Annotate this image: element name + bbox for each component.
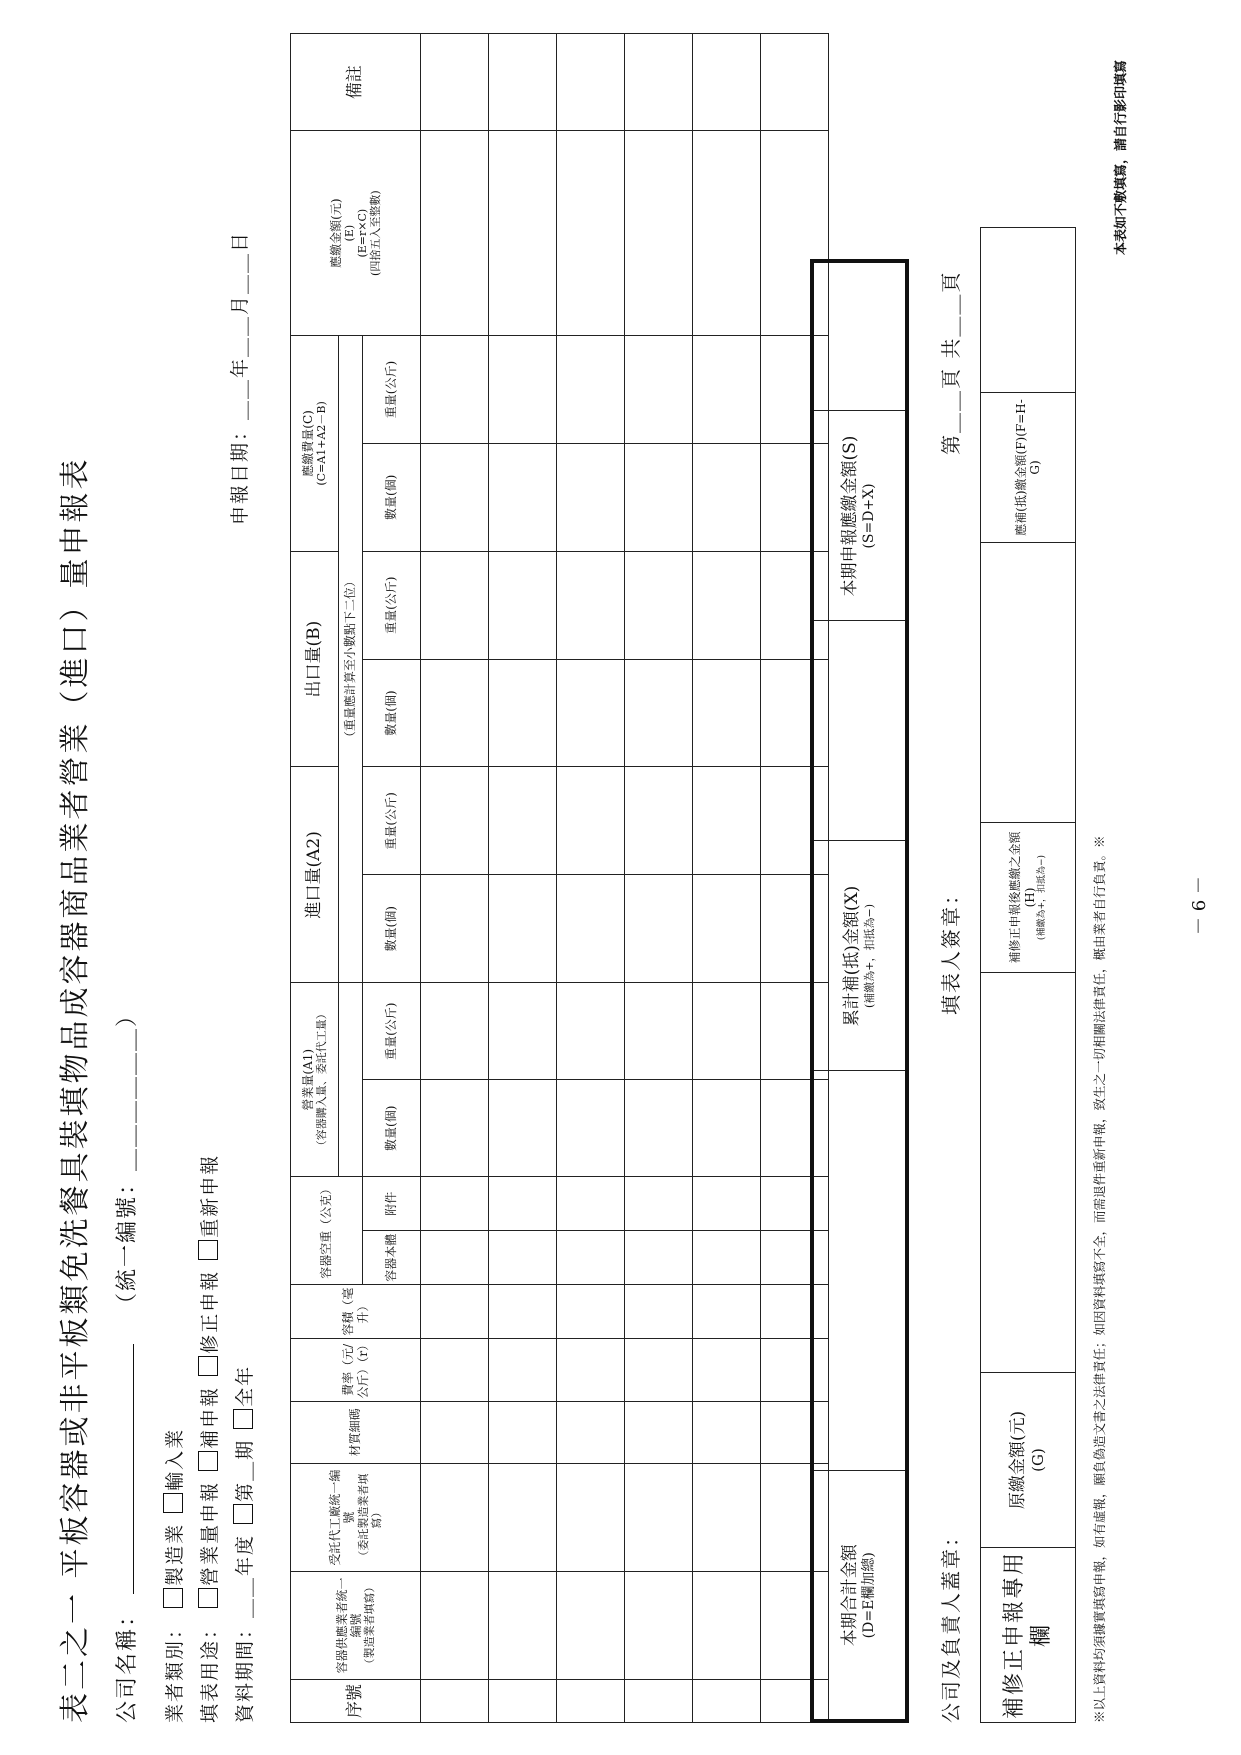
col-rate: 費率（元/公斤）（r） — [291, 1339, 421, 1402]
header-row-1 — [291, 34, 339, 1723]
corrected-label: 補修正申報後應繳之金額(H) — [1008, 831, 1037, 964]
filler-signature: 填表人簽章： — [939, 883, 963, 1015]
table-row[interactable] — [625, 34, 693, 1723]
col-wt-c: 重量(公斤) — [363, 336, 421, 444]
col-supplier-label: 容器供應業者統一編號 — [334, 1577, 363, 1674]
payable-formula: (S=D+X) — [861, 483, 878, 549]
correction-filing-checkbox[interactable] — [198, 1356, 218, 1376]
cumulative-label: 累計補(抵)金額(X) — [842, 885, 862, 1027]
corrected-amount-cell[interactable] — [981, 543, 1076, 823]
col-supplier-note: （製造業者填寫） — [363, 1581, 377, 1670]
grp-c — [291, 336, 339, 552]
manufacturer-checkbox[interactable] — [163, 1588, 183, 1608]
col-amount-label: 應繳金額(元) — [328, 198, 343, 268]
company-name-label: 公司名稱： — [115, 1602, 140, 1723]
col-consign-label: 受託代工廠統一編號 — [327, 1469, 357, 1566]
total-note: (D=E欄加總) — [861, 1552, 878, 1639]
col-volume: 容積（毫升） — [291, 1285, 421, 1339]
corrected-label-cell — [981, 823, 1076, 973]
footnote-2: 本表如不敷填寫，請自行影印填寫 — [1114, 59, 1129, 255]
payable-label-cell — [812, 411, 907, 621]
total-amount-cell[interactable] — [812, 1071, 907, 1471]
supplementary-filing-label: 補申報 — [199, 1385, 221, 1449]
filing-purpose-label: 填表用途： — [199, 1617, 221, 1723]
refiling-checkbox[interactable] — [198, 1240, 218, 1260]
correction-row — [981, 228, 1076, 1723]
regular-filing-checkbox[interactable] — [198, 1588, 218, 1608]
col-amount — [291, 131, 421, 336]
table-row[interactable] — [489, 34, 557, 1723]
total-label: 本期合計金額 — [840, 1544, 861, 1647]
grp-c-label: 應繳費量(C) — [300, 410, 315, 477]
payable-amount-cell[interactable] — [812, 261, 907, 411]
grp-weight: 容器空重（公克） — [291, 1177, 363, 1285]
main-declaration-table — [290, 33, 829, 1723]
correction-table — [980, 227, 1076, 1723]
filing-date: 申報日期：＿＿年＿＿月＿＿日 — [229, 230, 251, 525]
grp-a1-label: 營業量(A1) — [300, 1048, 315, 1111]
col-consign — [291, 1464, 421, 1572]
col-supplier — [291, 1572, 421, 1680]
summary-row — [812, 261, 907, 1721]
business-type-label: 業者類別： — [164, 1617, 186, 1723]
company-name-blank[interactable] — [133, 1344, 134, 1594]
regular-filing-label: 營業量申報 — [199, 1480, 221, 1586]
col-qty-a2: 數量(個) — [363, 875, 421, 983]
corrected-note: (補繳為+，扣抵為−) — [1036, 854, 1047, 941]
col-material: 材質細碼 — [291, 1401, 421, 1464]
correction-label: 補修正申報專用欄 — [981, 1548, 1076, 1723]
original-label: 原繳金額(元) — [1008, 1410, 1028, 1510]
grp-a1 — [291, 983, 339, 1177]
cumulative-amount-cell[interactable] — [812, 621, 907, 841]
col-wt-b: 重量(公斤) — [363, 551, 421, 659]
col-amount-code: (E) — [342, 224, 356, 242]
data-period-line — [230, 1365, 257, 1723]
period-checkbox[interactable] — [233, 1504, 253, 1524]
a1-note-cell — [339, 983, 363, 1177]
col-amount-note: (四捨五入至整數) — [369, 190, 383, 276]
col-accessory: 附件 — [363, 1177, 421, 1231]
table-row[interactable] — [421, 34, 489, 1723]
table-row[interactable] — [557, 34, 625, 1723]
importer-label: 輸入業 — [164, 1427, 186, 1491]
manufacturer-label: 製造業 — [164, 1522, 186, 1586]
full-year-checkbox[interactable] — [233, 1409, 253, 1429]
unified-number: （統一編號：＿＿＿＿＿＿） — [115, 1002, 140, 1315]
col-amount-formula: (E=r×C) — [356, 208, 370, 258]
correction-filing-label: 修正申報 — [199, 1269, 221, 1354]
col-consign-note: （委託製造業者填寫） — [356, 1473, 383, 1562]
supplementary-filing-checkbox[interactable] — [198, 1451, 218, 1471]
grp-a1-note: （容器購入量、委託代工量） — [315, 1008, 329, 1152]
footnote-1: ※以上資料均須據實填寫申報，如有虛報，願負偽造文書之法律責任；如因資料填寫不全，而需退件重新申報，致生之一切相關法律責任，概由業者自行負責。※ — [1092, 835, 1107, 1723]
col-remark: 備註 — [291, 34, 421, 131]
data-period-label: 資料期間：＿＿年度 — [234, 1533, 256, 1723]
col-wt-a2: 重量(公斤) — [363, 767, 421, 875]
company-seal: 公司及負責人蓋章： — [939, 1525, 963, 1723]
diff-amount-cell[interactable] — [981, 228, 1076, 393]
importer-checkbox[interactable] — [163, 1493, 183, 1513]
diff-label-cell: 應補(抵)繳金額(F)(F=H-G) — [981, 393, 1076, 543]
filing-purpose-line — [195, 1154, 222, 1723]
page-number: － 6 － — [1189, 876, 1210, 935]
col-wt-a1: 重量(公斤) — [363, 983, 421, 1080]
original-amount-cell[interactable] — [981, 973, 1076, 1373]
cumulative-label-cell — [812, 841, 907, 1071]
business-type-line — [160, 1428, 187, 1723]
table-row[interactable] — [693, 34, 761, 1723]
col-qty-c: 數量(個) — [363, 443, 421, 551]
col-seq: 序號 — [291, 1679, 421, 1722]
total-label-cell — [812, 1471, 907, 1721]
refiling-label: 重新申報 — [199, 1153, 221, 1238]
grp-a2: 進口量(A2) — [291, 767, 339, 983]
page-count: 第＿＿頁 共＿＿頁 — [939, 270, 963, 455]
cumulative-note: (補繳為+，扣抵為−) — [863, 903, 877, 1009]
original-code: (G) — [1029, 1448, 1048, 1472]
grp-b: 出口量(B) — [291, 551, 339, 767]
note-two-decimals: （重量應計算至小數點下二位） — [339, 336, 363, 983]
grp-c-formula: (C=A1+A2－B) — [315, 401, 329, 486]
form-title: 表二之一 平板容器或非平板類免洗餐具裝填物品成容器商品業者營業（進口）量申報表 — [58, 456, 93, 1723]
full-year-label: 全年 — [234, 1364, 256, 1407]
col-body: 容器本體 — [363, 1231, 421, 1285]
summary-table — [810, 259, 909, 1723]
col-qty-b: 數量(個) — [363, 659, 421, 767]
col-qty-a1: 數量(個) — [363, 1080, 421, 1177]
original-label-cell — [981, 1373, 1076, 1548]
company-name-line — [110, 1003, 141, 1723]
payable-label: 本期申報應繳金額(S) — [840, 435, 861, 597]
period-label: 第＿期 — [234, 1438, 256, 1502]
